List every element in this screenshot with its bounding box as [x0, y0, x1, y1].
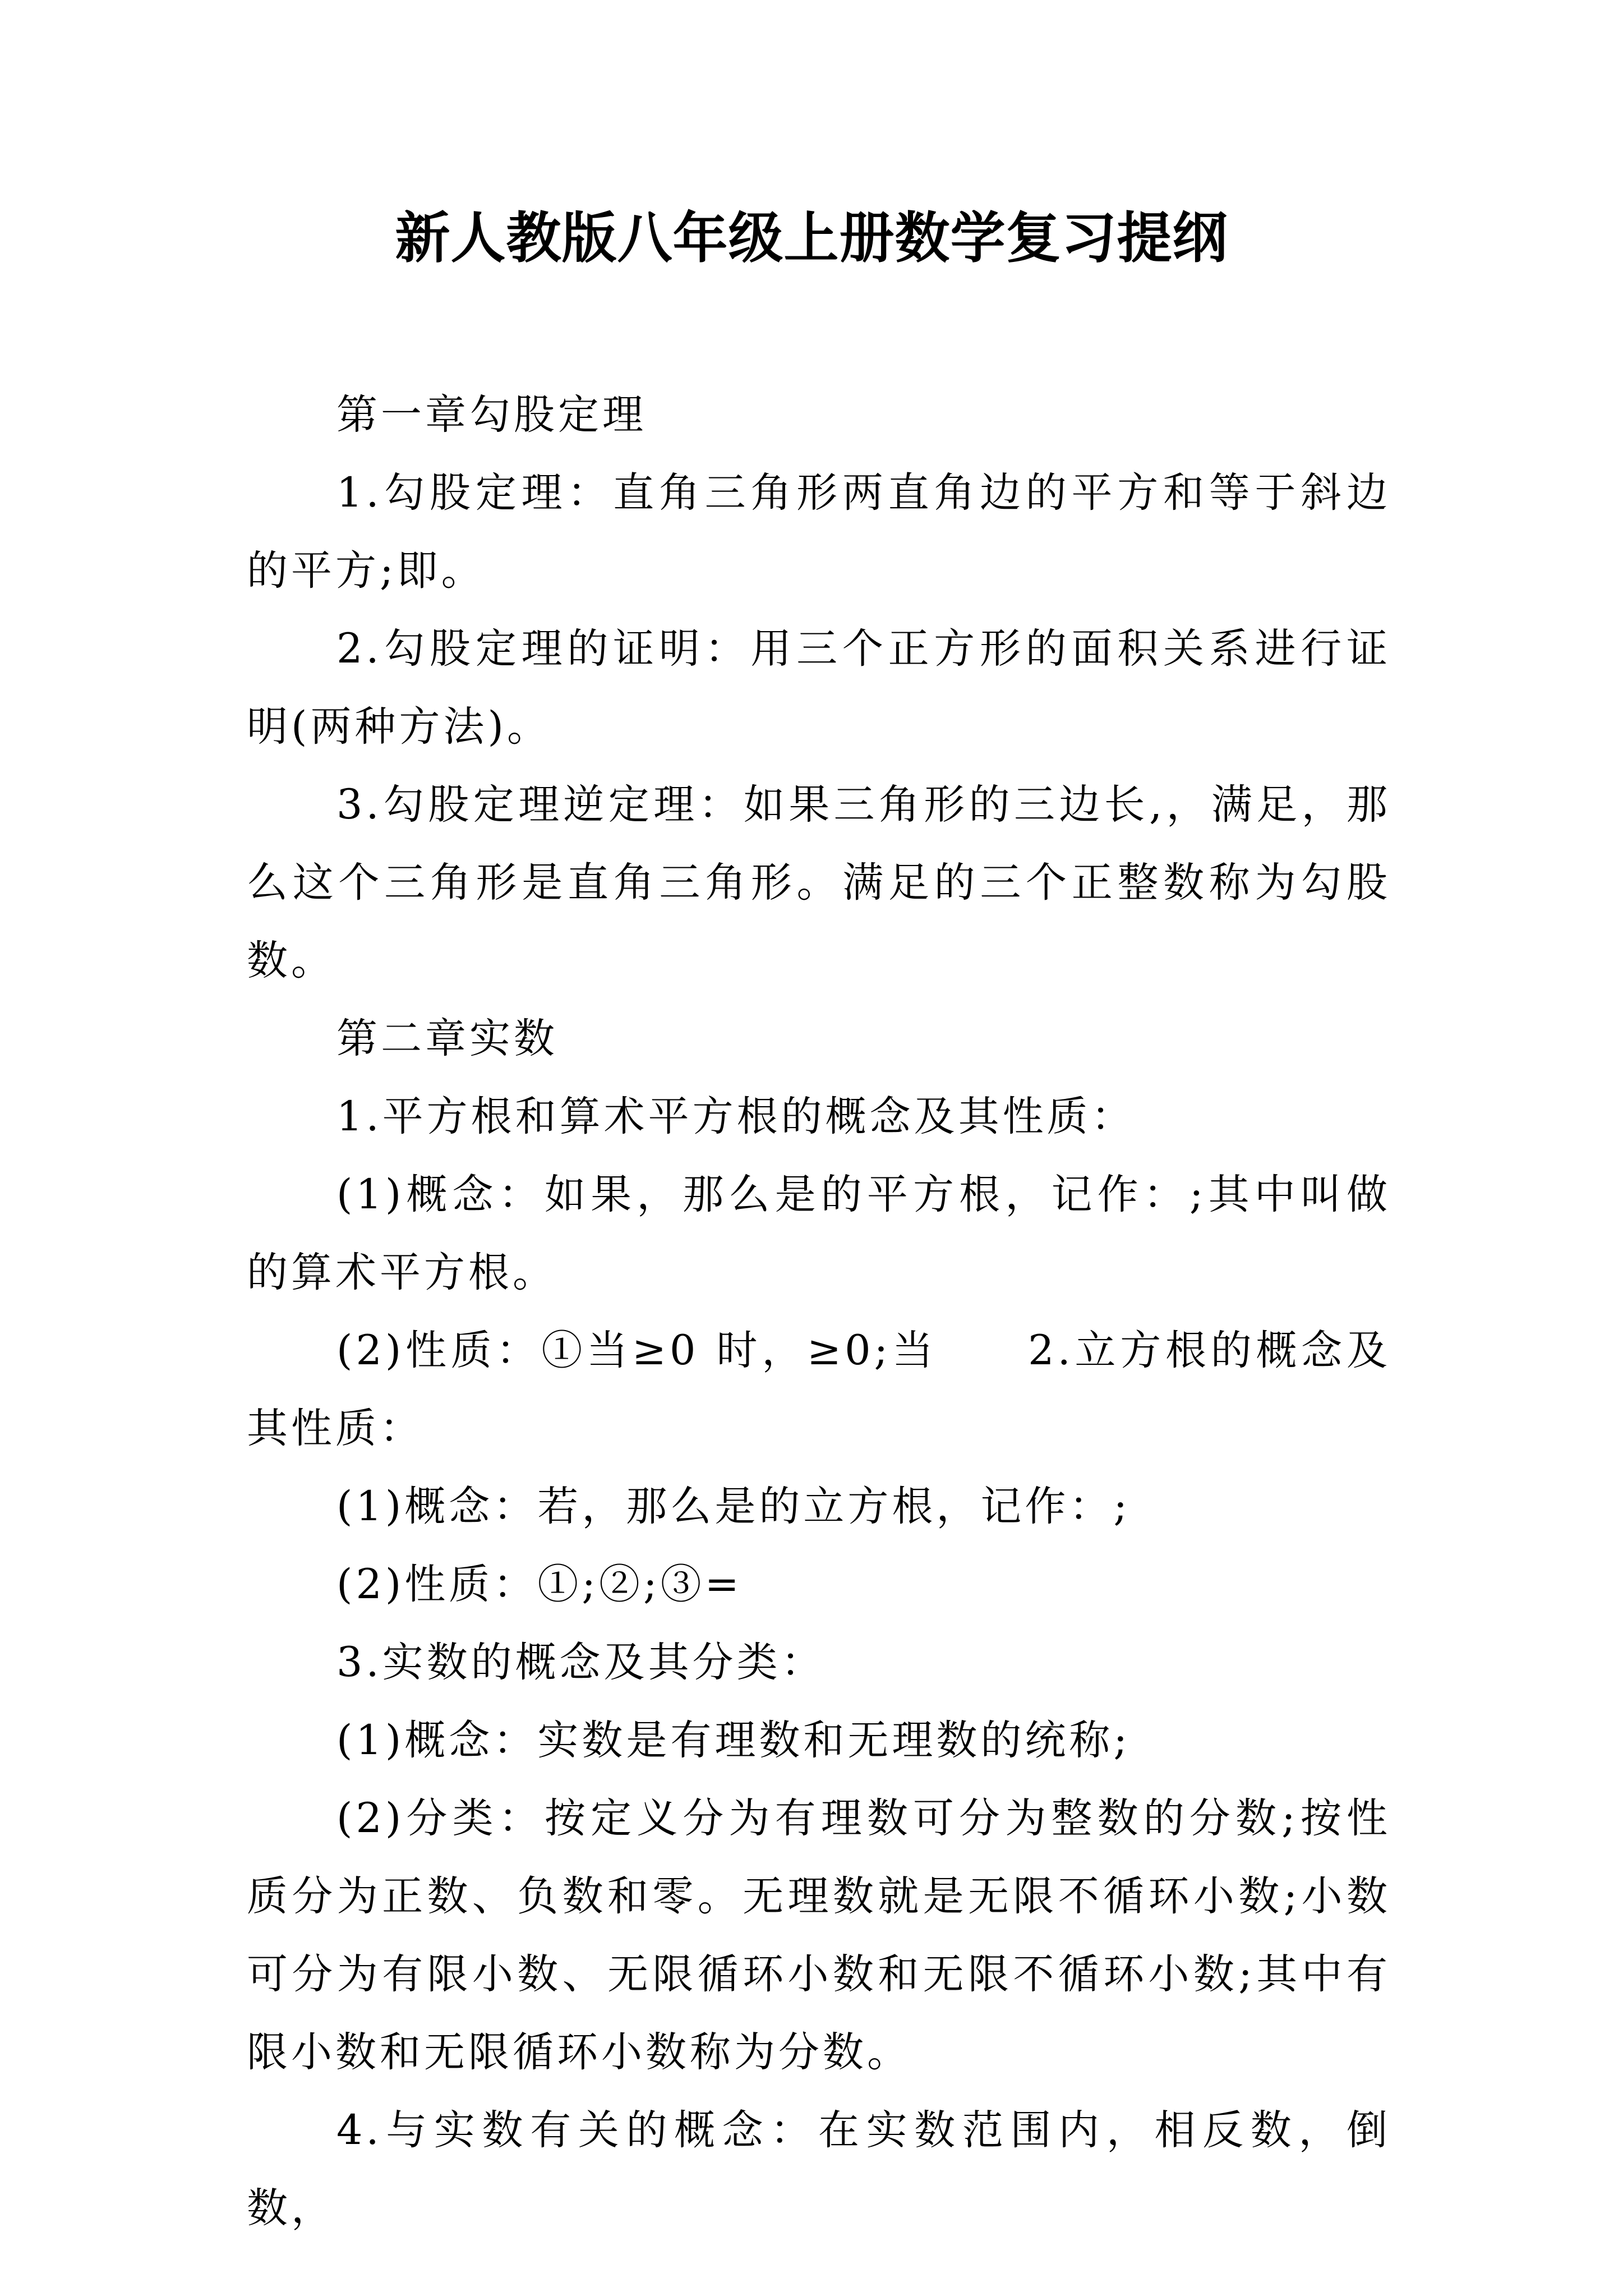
- paragraph: 2.勾股定理的证明：用三个正方形的面积关系进行证明(两种方法)。: [247, 625, 1391, 751]
- paragraph: 1.勾股定理：直角三角形两直角边的平方和等于斜边的平方;即。: [247, 469, 1391, 595]
- chapter-heading-2: 第二章实数: [336, 1015, 558, 1062]
- paragraph: (2)性质：①;②;③=: [336, 1561, 743, 1608]
- paragraph: (2)分类：按定义分为有理数可分为整数的分数;按性质分为正数、负数和零。无理数就是无限不循环小数;小数可分为有限小数、无限循环小数和无限不循环小数;其中有限小数和无限循环小数称为分数。: [247, 1795, 1391, 2076]
- paragraph: 3.勾股定理逆定理：如果三角形的三边长,，满足，那么这个三角形是直角三角形。满足的三个正整数称为勾股数。: [247, 781, 1391, 984]
- paragraph: (1)概念：若，那么是的立方根，记作：;: [336, 1483, 1131, 1530]
- paragraph: 3.实数的概念及其分类：: [336, 1639, 826, 1686]
- document-body: [247, 376, 1391, 2247]
- paragraph: 4.与实数有关的概念：在实数范围内，相反数，倒数，: [247, 2106, 1391, 2232]
- paragraph: 1.平方根和算术平方根的概念及其性质：: [336, 1093, 1136, 1140]
- document-title: 新人教版八年级上册数学复习提纲: [395, 206, 1228, 270]
- chapter-heading-1: 第一章勾股定理: [336, 391, 647, 439]
- paragraph: (1)概念：实数是有理数和无理数的统称;: [336, 1717, 1131, 1764]
- paragraph: (1)概念：如果，那么是的平方根，记作：;其中叫做的算术平方根。: [247, 1171, 1391, 1296]
- paragraph: (2)性质：①当≥0 时，≥0;当 2.立方根的概念及其性质：: [247, 1327, 1391, 1452]
